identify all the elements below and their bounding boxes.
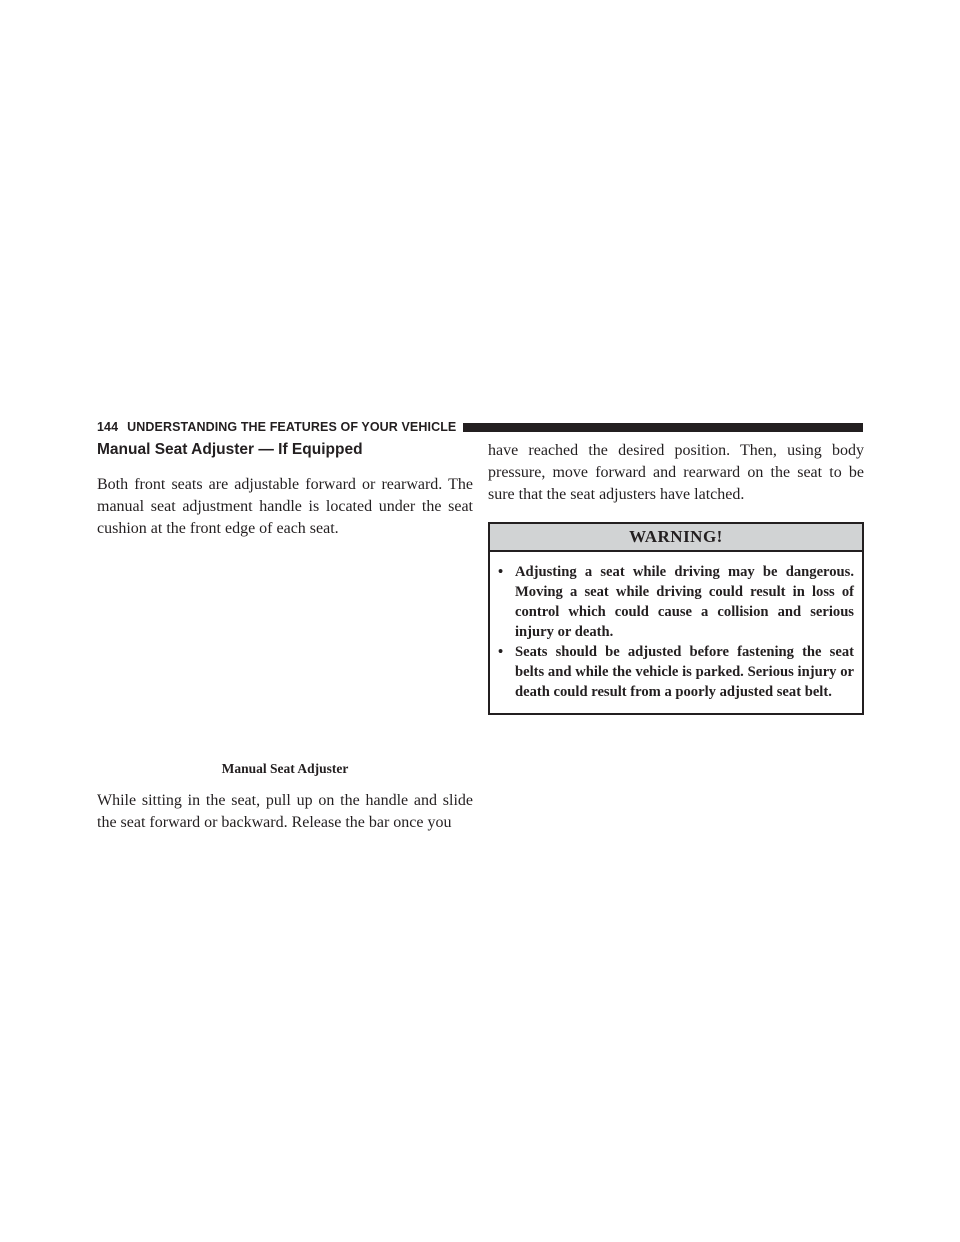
bullet: •	[498, 564, 504, 580]
warning-title: WARNING!	[490, 524, 862, 552]
page-header	[97, 417, 863, 437]
warning-item-text: Adjusting a seat while driving may be dangerous. Moving a seat while driving could result in loss of control which could cause a collision and serious injury or death.	[515, 564, 854, 640]
left-column	[97, 440, 473, 834]
continuation-paragraph: have reached the desired position. Then, using body pressure, move forward and rearward on the seat to be sure that the seat adjusters have latched.	[488, 442, 864, 503]
instruction-paragraph: While sitting in the seat, pull up on the handle and slide the seat forward or backward. Release the bar once you	[97, 792, 473, 831]
warning-box	[488, 522, 864, 715]
page-number: 144	[97, 420, 119, 434]
right-column	[488, 440, 864, 715]
warning-item	[498, 642, 854, 702]
bullet: •	[498, 644, 504, 660]
header-rule	[463, 423, 863, 432]
intro-paragraph: Both front seats are adjustable forward or rearward. The manual seat adjustment handle is located under the seat cushion at the front edge of each seat.	[97, 476, 473, 537]
figure-caption: Manual Seat Adjuster	[221, 761, 349, 776]
section-heading: Manual Seat Adjuster — If Equipped	[97, 441, 363, 458]
figure-area	[97, 548, 473, 760]
section-title: UNDERSTANDING THE FEATURES OF YOUR VEHICLE	[127, 420, 457, 434]
warning-item	[498, 562, 854, 642]
warning-list	[490, 552, 862, 713]
warning-item-text: Seats should be adjusted before fastening the seat belts and while the vehicle is parked. Serious injury or death could result from a poorly adjusted seat belt.	[515, 644, 854, 700]
